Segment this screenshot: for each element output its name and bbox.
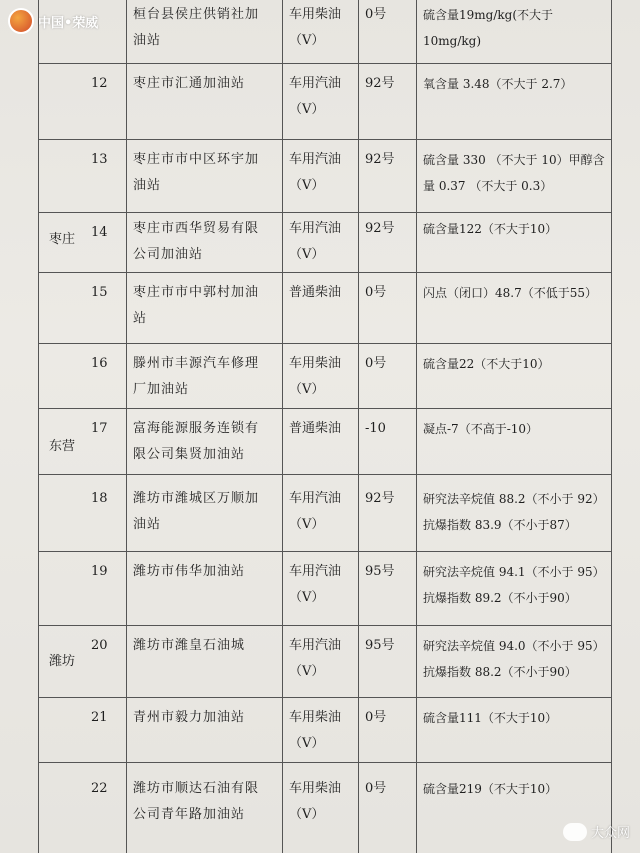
- product-type: [283, 551, 359, 625]
- issue-detail: [417, 697, 611, 762]
- product-type: [283, 272, 359, 343]
- row-number: 18: [85, 474, 127, 551]
- table-row: [39, 212, 611, 273]
- station-name: [127, 762, 283, 853]
- station-name: [127, 343, 283, 408]
- station-name: [127, 551, 283, 625]
- product-type: [283, 697, 359, 762]
- station-name-line2: 油站: [133, 178, 162, 193]
- station-name-line1: 潍坊市顺达石油有限: [133, 781, 260, 796]
- row-number: 19: [85, 551, 127, 625]
- product-line1: 车用汽油: [289, 564, 342, 579]
- watermark: [563, 822, 630, 841]
- fuel-grade: -10: [359, 408, 417, 474]
- row-number: 15: [85, 272, 127, 343]
- product-line1: 普通柴油: [289, 421, 342, 436]
- fuel-grade: 92号: [359, 139, 417, 212]
- table-row: [39, 762, 611, 853]
- issue-detail: [417, 63, 611, 139]
- station-name: [127, 212, 283, 272]
- product-line1: 车用汽油: [289, 491, 342, 506]
- product-line1: 车用汽油: [289, 76, 342, 91]
- row-number: 13: [85, 139, 127, 212]
- station-name-line2: 限公司集贤加油站: [133, 447, 246, 462]
- product-type: [283, 474, 359, 551]
- product-line2: （V）: [289, 178, 325, 193]
- issue-detail: [417, 212, 611, 272]
- product-type: [283, 0, 359, 63]
- station-name-line1: 青州市毅力加油站: [133, 710, 246, 725]
- inspection-table: [38, 0, 612, 853]
- station-name-line1: 枣庄市西华贸易有限: [133, 221, 260, 236]
- issue-line1: 闪点（闭口）48.7（不低于55）: [423, 286, 597, 300]
- product-line1: 车用柴油: [289, 356, 342, 371]
- issue-detail: [417, 272, 611, 343]
- region-label-dongying: 东营: [48, 439, 75, 454]
- table-row: [39, 697, 611, 763]
- product-line1: 车用汽油: [289, 221, 342, 236]
- row-number: 21: [85, 697, 127, 762]
- product-type: [283, 625, 359, 697]
- table-row: [39, 408, 611, 475]
- product-type: [283, 762, 359, 853]
- fuel-grade: 92号: [359, 212, 417, 272]
- table-row: [39, 0, 611, 64]
- product-type: [283, 408, 359, 474]
- region-label-zaozhuang: 枣庄: [48, 232, 75, 247]
- station-name: [127, 625, 283, 697]
- station-name: [127, 139, 283, 212]
- issue-detail: [417, 139, 611, 212]
- row-number: 22: [85, 762, 127, 853]
- station-name-line1: 枣庄市市中郭村加油: [133, 285, 260, 300]
- issue-line1: 凝点-7（不高于-10）: [423, 422, 539, 436]
- table-row: [39, 272, 611, 344]
- product-line1: 车用汽油: [289, 152, 342, 167]
- table-row: [39, 551, 611, 626]
- issue-detail: [417, 408, 611, 474]
- issue-line2: 抗爆指数 83.9（不小于87）: [423, 518, 577, 532]
- station-name: [127, 697, 283, 762]
- issue-detail: [417, 474, 611, 551]
- product-line2: （V）: [289, 33, 325, 48]
- product-line2: （V）: [289, 807, 325, 822]
- product-type: [283, 343, 359, 408]
- region-label-weifang: 潍坊: [48, 654, 75, 669]
- product-type: [283, 139, 359, 212]
- station-name-line1: 富海能源服务连锁有: [133, 421, 260, 436]
- station-name-line1: 枣庄市汇通加油站: [133, 76, 246, 91]
- fuel-grade: 0号: [359, 0, 417, 63]
- logo-icon: [8, 8, 34, 34]
- fuel-grade: 0号: [359, 343, 417, 408]
- issue-detail: [417, 0, 611, 63]
- station-name-line1: 桓台县侯庄供销社加: [133, 7, 260, 22]
- product-line1: 车用汽油: [289, 638, 342, 653]
- product-type: [283, 212, 359, 272]
- product-line1: 车用柴油: [289, 7, 342, 22]
- table-row: [39, 343, 611, 409]
- table-row: [39, 63, 611, 140]
- logo-text: 中国•荣威: [38, 15, 99, 31]
- fuel-grade: 92号: [359, 63, 417, 139]
- watermark-text: 大众网: [590, 826, 630, 841]
- station-name-line2: 油站: [133, 517, 162, 532]
- fuel-grade: 0号: [359, 697, 417, 762]
- row-number: 14: [85, 212, 127, 272]
- station-name: [127, 272, 283, 343]
- station-name-line1: 滕州市丰源汽车修理: [133, 356, 260, 371]
- issue-line2: 抗爆指数 88.2（不小于90）: [423, 665, 577, 679]
- issue-detail: [417, 343, 611, 408]
- row-number: 17: [85, 408, 127, 474]
- product-line2: （V）: [289, 664, 325, 679]
- station-name-line2: 站: [133, 311, 148, 326]
- issue-line1: 硫含量111（不大于10）: [423, 711, 558, 725]
- product-line2: （V）: [289, 247, 325, 262]
- issue-line2: 抗爆指数 89.2（不小于90）: [423, 591, 577, 605]
- station-name-line1: 潍坊市潍皇石油城: [133, 638, 246, 653]
- issue-line1: 研究法辛烷值 94.1（不小于 95）: [423, 565, 605, 579]
- station-name: [127, 408, 283, 474]
- fuel-grade: 95号: [359, 551, 417, 625]
- table-row: [39, 625, 611, 698]
- row-number: 20: [85, 625, 127, 697]
- product-line1: 车用柴油: [289, 781, 342, 796]
- station-name: [127, 0, 283, 63]
- station-name-line1: 潍坊市潍城区万顺加: [133, 491, 260, 506]
- issue-line1: 研究法辛烷值 94.0（不小于 95）: [423, 639, 605, 653]
- issue-line1: 氧含量 3.48（不大于 2.7）: [423, 77, 573, 91]
- station-name-line1: 枣庄市市中区环宇加: [133, 152, 260, 167]
- table-row: [39, 474, 611, 552]
- issue-line1: 硫含量22（不大于10）: [423, 357, 550, 371]
- fuel-grade: 0号: [359, 762, 417, 853]
- issue-line1: 硫含量 330 （不大于 10）甲醇含: [423, 153, 605, 167]
- row-number: 16: [85, 343, 127, 408]
- station-name-line2: 公司加油站: [133, 247, 204, 262]
- issue-detail: [417, 551, 611, 625]
- fuel-grade: 0号: [359, 272, 417, 343]
- issue-line1: 研究法辛烷值 88.2（不小于 92）: [423, 492, 605, 506]
- issue-line1: 硫含量122（不大于10）: [423, 222, 558, 236]
- product-line2: （V）: [289, 517, 325, 532]
- station-name-line1: 潍坊市伟华加油站: [133, 564, 246, 579]
- site-logo: [8, 8, 98, 34]
- issue-line1: 硫含量219（不大于10）: [423, 782, 558, 796]
- row-number: 12: [85, 63, 127, 139]
- fuel-grade: 95号: [359, 625, 417, 697]
- station-name: [127, 63, 283, 139]
- issue-line2: 量 0.37 （不大于 0.3）: [423, 179, 553, 193]
- product-line2: （V）: [289, 590, 325, 605]
- issue-detail: [417, 625, 611, 697]
- product-type: [283, 63, 359, 139]
- station-name: [127, 474, 283, 551]
- issue-line1: 硫含量19mg/kg(不大于10mg/kg): [423, 8, 554, 48]
- product-line2: （V）: [289, 102, 325, 117]
- chat-bubble-icon: [563, 823, 587, 841]
- station-name-line2: 厂加油站: [133, 382, 190, 397]
- product-line1: 普通柴油: [289, 285, 342, 300]
- product-line2: （V）: [289, 736, 325, 751]
- product-line2: （V）: [289, 382, 325, 397]
- product-line1: 车用柴油: [289, 710, 342, 725]
- table-row: [39, 139, 611, 213]
- station-name-line2: 公司青年路加油站: [133, 807, 246, 822]
- station-name-line2: 油站: [133, 33, 162, 48]
- fuel-grade: 92号: [359, 474, 417, 551]
